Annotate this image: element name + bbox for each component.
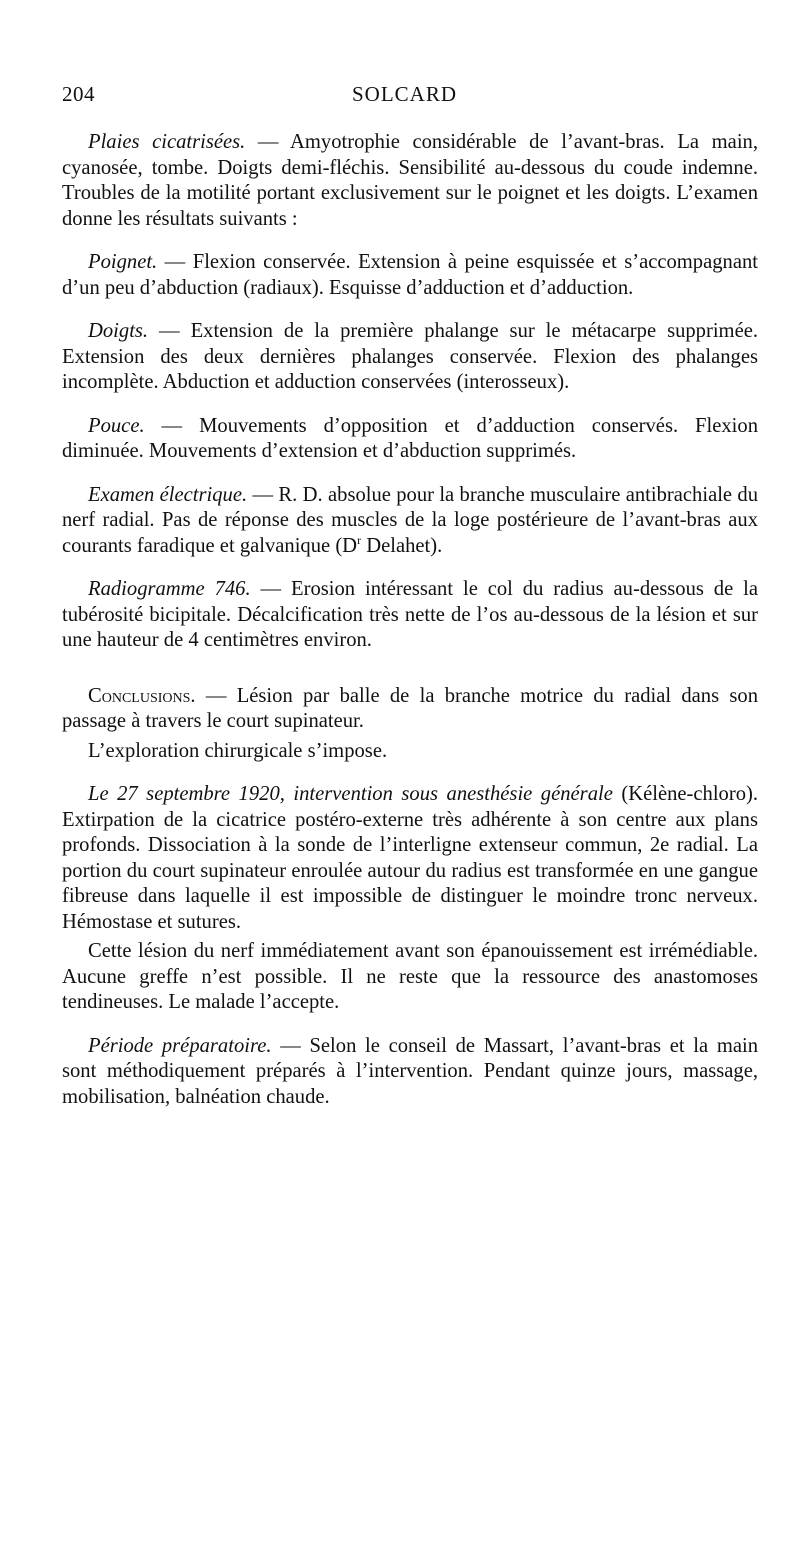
paragraph-pouce — [62, 414, 758, 465]
paragraph-lead: Poignet. — [88, 251, 158, 273]
paragraph-lead: Période préparatoire. — [88, 1034, 272, 1057]
document-body — [62, 130, 758, 1110]
paragraph-text: — Extension de la première phalange sur le métacarpe supprimée. Extension des deux dernières phalanges conservée. Flexion des phalanges incomplète. Abduction et adduction conservées (interosseux). — [62, 320, 758, 393]
paragraph-lead: Radiogramme 746. — [88, 578, 251, 600]
paragraph-exploration — [62, 739, 758, 765]
page-number: 204 — [62, 82, 95, 106]
paragraph-lead: Conclusions. — [88, 684, 196, 707]
paragraph-periode-preparatoire — [62, 1034, 758, 1111]
paragraph-text: (Kélène-chloro). Extirpation de la cicatrice postéro-externe très adhérente à son centre aux plans profonds. Dissociation à la sonde de l’interligne extenseur commun, 2e radial. La portion du court supinateur enroulée autour du radius est transformée en une gangue fibreuse dans laquelle il est impossible de distinguer le moindre tronc nerveux. Hémostase et sutures. — [62, 783, 759, 933]
paragraph-plaies — [62, 130, 758, 232]
paragraph-examen-electrique — [62, 483, 758, 560]
paragraph-lead: Plaies cicatrisées. — [88, 131, 246, 153]
paragraph-conclusions — [62, 684, 758, 735]
paragraph-text: — Lésion par balle de la branche motrice du radial dans son passage à travers le court supinateur. — [62, 684, 758, 732]
paragraph-text-after: Delahet). — [361, 534, 443, 557]
paragraph-lead: Pouce. — [88, 414, 145, 437]
superscript-r: r — [357, 532, 362, 547]
paragraph-lesion — [62, 939, 758, 1016]
paragraph-intervention — [62, 782, 758, 935]
running-head: SOLCARD — [352, 82, 458, 106]
document-page — [0, 82, 800, 1549]
paragraph-text: — Erosion intéressant le col du radius au-dessous de la tubérosité bicipitale. Décalcification très nette de l’os au-dessous de la lésion et sur une hauteur de 4 centimètres environ. — [62, 578, 759, 651]
paragraph-lead: Examen électrique. — [88, 483, 248, 506]
paragraph-text: Cette lésion du nerf immédiatement avant son épanouissement est irrémédiable. Aucune greffe n’est possible. Il ne reste que la ressource des anastomoses tendineuses. Le malade l’accepte. — [62, 940, 758, 1013]
paragraph-doigts — [62, 319, 758, 396]
paragraph-poignet — [62, 250, 758, 301]
paragraph-text: — Mouvements d’opposition et d’adduction conservés. Flexion diminuée. Mouvements d’extension et d’abduction supprimés. — [62, 414, 758, 462]
paragraph-text: L’exploration chirurgicale s’impose. — [88, 739, 388, 762]
paragraph-text-before: — R. D. absolue pour la branche musculaire antibrachiale du nerf radial. Pas de réponse des muscles de la loge postérieure de l’avant-bras aux courants faradique et galvanique (D — [62, 483, 758, 557]
paragraph-text: — Amyotrophie considérable de l’avant-bras. La main, cyanosée, tombe. Doigts demi-fléchis. Sensibilité au-dessous du coude indemne. Troubles de la motilité portant exclusivement sur le poignet et les doigts. L’examen donne les résultats suivants : — [62, 131, 758, 230]
paragraph-lead: Le 27 septembre 1920, intervention sous anesthésie générale — [88, 783, 613, 805]
paragraph-lead: Doigts. — [88, 320, 149, 342]
paragraph-radiogramme — [62, 577, 758, 654]
page-header — [62, 82, 758, 110]
paragraph-text: — Flexion conservée. Extension à peine esquissée et s’accompagnant d’un peu d’abduction (radiaux). Esquisse d’adduction et d’adduction. — [62, 251, 758, 299]
paragraph-text: — Selon le conseil de Massart, l’avant-bras et la main sont méthodiquement préparés à l’intervention. Pendant quinze jours, massage, mobilisation, balnéation chaude. — [62, 1034, 758, 1108]
